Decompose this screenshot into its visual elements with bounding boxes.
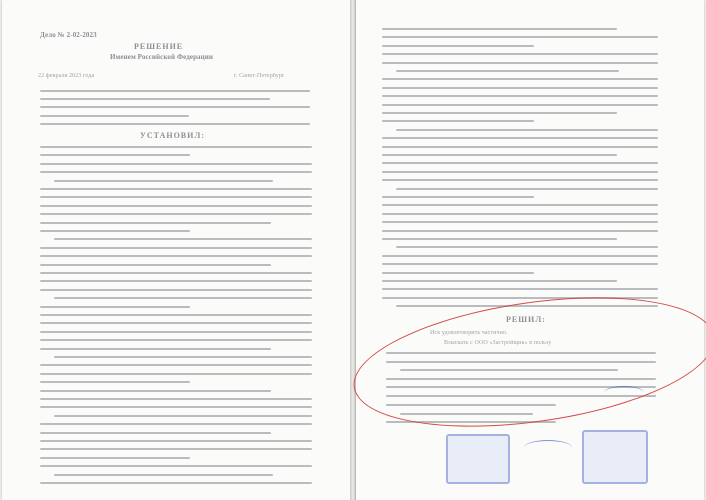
text-line — [40, 448, 312, 450]
text-line — [54, 297, 312, 299]
right-page — [356, 0, 704, 500]
text-line — [382, 28, 617, 30]
text-line — [382, 272, 534, 274]
text-line — [382, 78, 658, 80]
text-line — [382, 280, 617, 282]
text-line — [40, 314, 312, 316]
decision-line-1: Иск удовлетворить частично. — [430, 330, 508, 336]
text-line — [40, 398, 312, 400]
text-line — [40, 90, 310, 92]
text-line — [382, 238, 617, 240]
text-line — [40, 106, 310, 108]
text-line — [40, 322, 312, 324]
text-line — [40, 406, 312, 408]
text-line — [382, 179, 658, 181]
text-line — [386, 352, 656, 354]
text-line — [40, 381, 190, 383]
text-line — [54, 238, 312, 240]
case-number: Дело № 2-02-2023 — [40, 32, 97, 39]
text-line — [382, 213, 658, 215]
text-line — [40, 440, 312, 442]
text-line — [386, 421, 556, 423]
text-line — [40, 205, 312, 207]
text-line — [40, 163, 312, 165]
document-title: РЕШЕНИЕ — [134, 43, 184, 50]
text-line — [54, 356, 312, 358]
official-stamp — [446, 434, 510, 484]
text-line — [54, 180, 273, 182]
official-stamp-2 — [582, 430, 648, 484]
text-line — [382, 196, 534, 198]
text-line — [40, 154, 190, 156]
text-line — [382, 53, 658, 55]
text-line — [40, 348, 271, 350]
text-line — [382, 263, 658, 265]
text-line — [40, 196, 312, 198]
document-city: г. Санкт-Петербург — [234, 73, 285, 79]
text-line — [396, 188, 658, 190]
text-line — [382, 154, 617, 156]
text-line — [40, 289, 312, 291]
text-line — [40, 423, 312, 425]
text-line — [40, 171, 312, 173]
text-line — [386, 361, 656, 363]
text-line — [40, 123, 310, 125]
text-line — [40, 188, 312, 190]
handwritten-signature-2 — [604, 386, 644, 399]
text-line — [40, 213, 312, 215]
text-line — [40, 457, 190, 459]
text-line — [40, 373, 312, 375]
text-line — [382, 221, 658, 223]
text-line — [54, 415, 312, 417]
text-line — [382, 204, 658, 206]
text-line — [40, 230, 190, 232]
text-line — [40, 222, 271, 224]
section-heading-established: УСТАНОВИЛ: — [140, 132, 205, 139]
section-heading-decided: РЕШИЛ: — [506, 316, 546, 323]
text-line — [382, 62, 658, 64]
text-line — [382, 95, 658, 97]
text-line — [40, 272, 312, 274]
decision-line-2: Взыскать с ООО «Застройщик» в пользу — [444, 340, 552, 346]
text-line — [382, 120, 534, 122]
text-line — [40, 146, 312, 148]
text-line — [382, 112, 617, 114]
text-line — [40, 115, 189, 117]
text-line — [396, 129, 658, 131]
text-line — [54, 474, 273, 476]
text-line — [400, 413, 533, 415]
text-line — [382, 230, 658, 232]
text-line — [382, 297, 658, 299]
text-line — [382, 104, 658, 106]
text-line — [40, 264, 271, 266]
text-line — [40, 482, 312, 484]
text-line — [40, 432, 271, 434]
left-page — [2, 0, 350, 500]
text-line — [40, 331, 312, 333]
text-line — [382, 288, 658, 290]
text-line — [382, 137, 658, 139]
document-subtitle: Именем Российской Федерации — [110, 54, 214, 61]
text-line — [40, 339, 312, 341]
handwritten-signature — [524, 440, 572, 455]
text-line — [382, 162, 658, 164]
text-line — [40, 98, 270, 100]
document-date: 22 февраля 2023 года — [38, 73, 95, 79]
text-line — [40, 465, 312, 467]
text-line — [386, 378, 656, 380]
text-line — [396, 305, 658, 307]
text-line — [40, 255, 312, 257]
text-line — [386, 404, 556, 406]
text-line — [40, 364, 312, 366]
text-line — [40, 247, 312, 249]
text-line — [382, 45, 534, 47]
text-line — [40, 280, 312, 282]
text-line — [382, 146, 658, 148]
text-line — [382, 36, 658, 38]
text-line — [396, 70, 619, 72]
text-line — [40, 306, 190, 308]
text-line — [40, 390, 271, 392]
text-line — [382, 171, 658, 173]
text-line — [382, 255, 658, 257]
text-line — [382, 87, 658, 89]
text-line — [400, 369, 618, 371]
text-line — [396, 246, 658, 248]
